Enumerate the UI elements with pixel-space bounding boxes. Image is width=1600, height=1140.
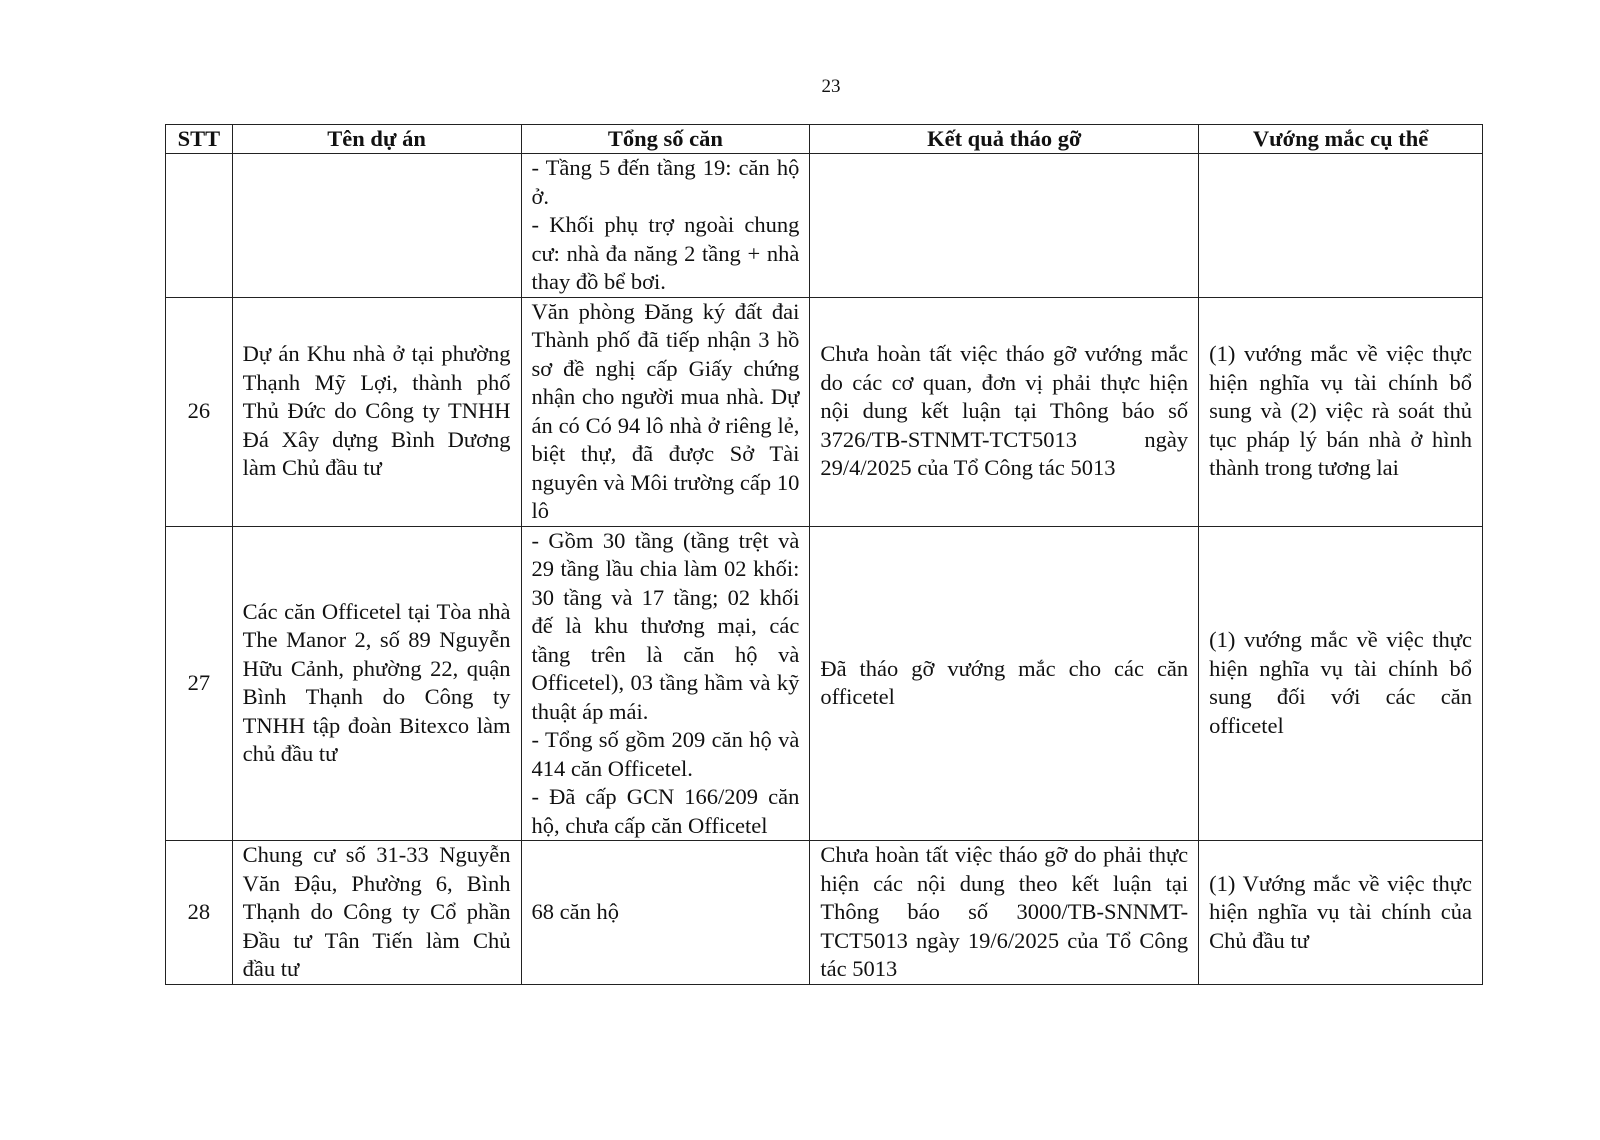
cell-tong-so-can	[521, 154, 810, 298]
header-stt: STT	[166, 125, 233, 154]
projects-table	[165, 124, 1483, 985]
cell-tong-so-can	[521, 297, 810, 526]
header-vuong-mac-cu-the: Vướng mắc cụ thể	[1199, 125, 1483, 154]
cell-ten-du-an	[232, 154, 521, 298]
header-tong-so-can: Tổng số căn	[521, 125, 810, 154]
table-row	[166, 526, 1483, 841]
cell-ten-du-an: Các căn Officetel tại Tòa nhà The Manor 2, số 89 Nguyễn Hữu Cảnh, phường 22, quận Bình Thạnh do Công ty TNHH tập đoàn Bitexco làm chủ đầu tư	[232, 526, 521, 841]
cell-paragraph: - Khối phụ trợ ngoài chung cư: nhà đa năng 2 tầng + nhà thay đồ bể bơi.	[531, 212, 800, 294]
cell-tong-so-can	[521, 841, 810, 985]
cell-ten-du-an: Chung cư số 31-33 Nguyễn Văn Đậu, Phường 6, Bình Thạnh do Công ty Cổ phần Đầu tư Tân Tiến làm Chủ đầu tư	[232, 841, 521, 985]
table-row	[166, 154, 1483, 298]
header-ten-du-an: Tên dự án	[232, 125, 521, 154]
cell-vuong-mac: (1) vướng mắc về việc thực hiện nghĩa vụ tài chính bổ sung đối với các căn officetel	[1199, 526, 1483, 841]
cell-ket-qua	[810, 154, 1199, 298]
header-ket-qua-thao-go: Kết quả tháo gỡ	[810, 125, 1199, 154]
cell-vuong-mac	[1199, 154, 1483, 298]
cell-ten-du-an: Dự án Khu nhà ở tại phường Thạnh Mỹ Lợi, thành phố Thủ Đức do Công ty TNHH Đá Xây dựng Bình Dương làm Chủ đầu tư	[232, 297, 521, 526]
page-number: 23	[821, 76, 841, 97]
cell-paragraph: - Gồm 30 tầng (tầng trệt và 29 tầng lầu chia làm 02 khối: 30 tầng và 17 tầng; 02 khối đế là khu thương mại, các tầng trên là căn hộ và Officetel), 03 tầng hầm và kỹ thuật áp mái.	[531, 527, 800, 724]
cell-vuong-mac: (1) Vướng mắc về việc thực hiện nghĩa vụ tài chính của Chủ đầu tư	[1199, 841, 1483, 985]
cell-paragraph: - Tầng 5 đến tầng 19: căn hộ ở.	[531, 155, 800, 209]
cell-stt: 26	[166, 297, 233, 526]
cell-ket-qua: Đã tháo gỡ vướng mắc cho các căn officetel	[810, 526, 1199, 841]
cell-tong-so-can	[521, 526, 810, 841]
table-header-row	[166, 125, 1483, 154]
cell-stt	[166, 154, 233, 298]
cell-paragraph: - Tổng số gồm 209 căn hộ và 414 căn Officetel.	[531, 727, 800, 781]
cell-paragraph: 68 căn hộ	[531, 899, 619, 924]
table-row	[166, 841, 1483, 985]
cell-ket-qua: Chưa hoàn tất việc tháo gỡ vướng mắc do các cơ quan, đơn vị phải thực hiện nội dung kết luận tại Thông báo số 3726/TB-STNMT-TCT5013 ngày 29/4/2025 của Tổ Công tác 5013	[810, 297, 1199, 526]
cell-stt: 28	[166, 841, 233, 985]
cell-paragraph: Văn phòng Đăng ký đất đai Thành phố đã tiếp nhận 3 hồ sơ đề nghị cấp Giấy chứng nhận cho người mua nhà. Dự án có Có 94 lô nhà ở riêng lẻ, biệt thự, đã được Sở Tài nguyên và Môi trường cấp 10 lô	[531, 298, 800, 523]
cell-stt: 27	[166, 526, 233, 841]
cell-vuong-mac: (1) vướng mắc về việc thực hiện nghĩa vụ tài chính bổ sung và (2) việc rà soát thủ tục pháp lý bán nhà ở hình thành trong tương lai	[1199, 297, 1483, 526]
cell-ket-qua: Chưa hoàn tất việc tháo gỡ do phải thực hiện các nội dung theo kết luận tại Thông báo số 3000/TB-SNNMT-TCT5013 ngày 19/6/2025 của Tổ Công tác 5013	[810, 841, 1199, 985]
cell-paragraph: - Đã cấp GCN 166/209 căn hộ, chưa cấp căn Officetel	[531, 784, 800, 838]
table-row	[166, 297, 1483, 526]
